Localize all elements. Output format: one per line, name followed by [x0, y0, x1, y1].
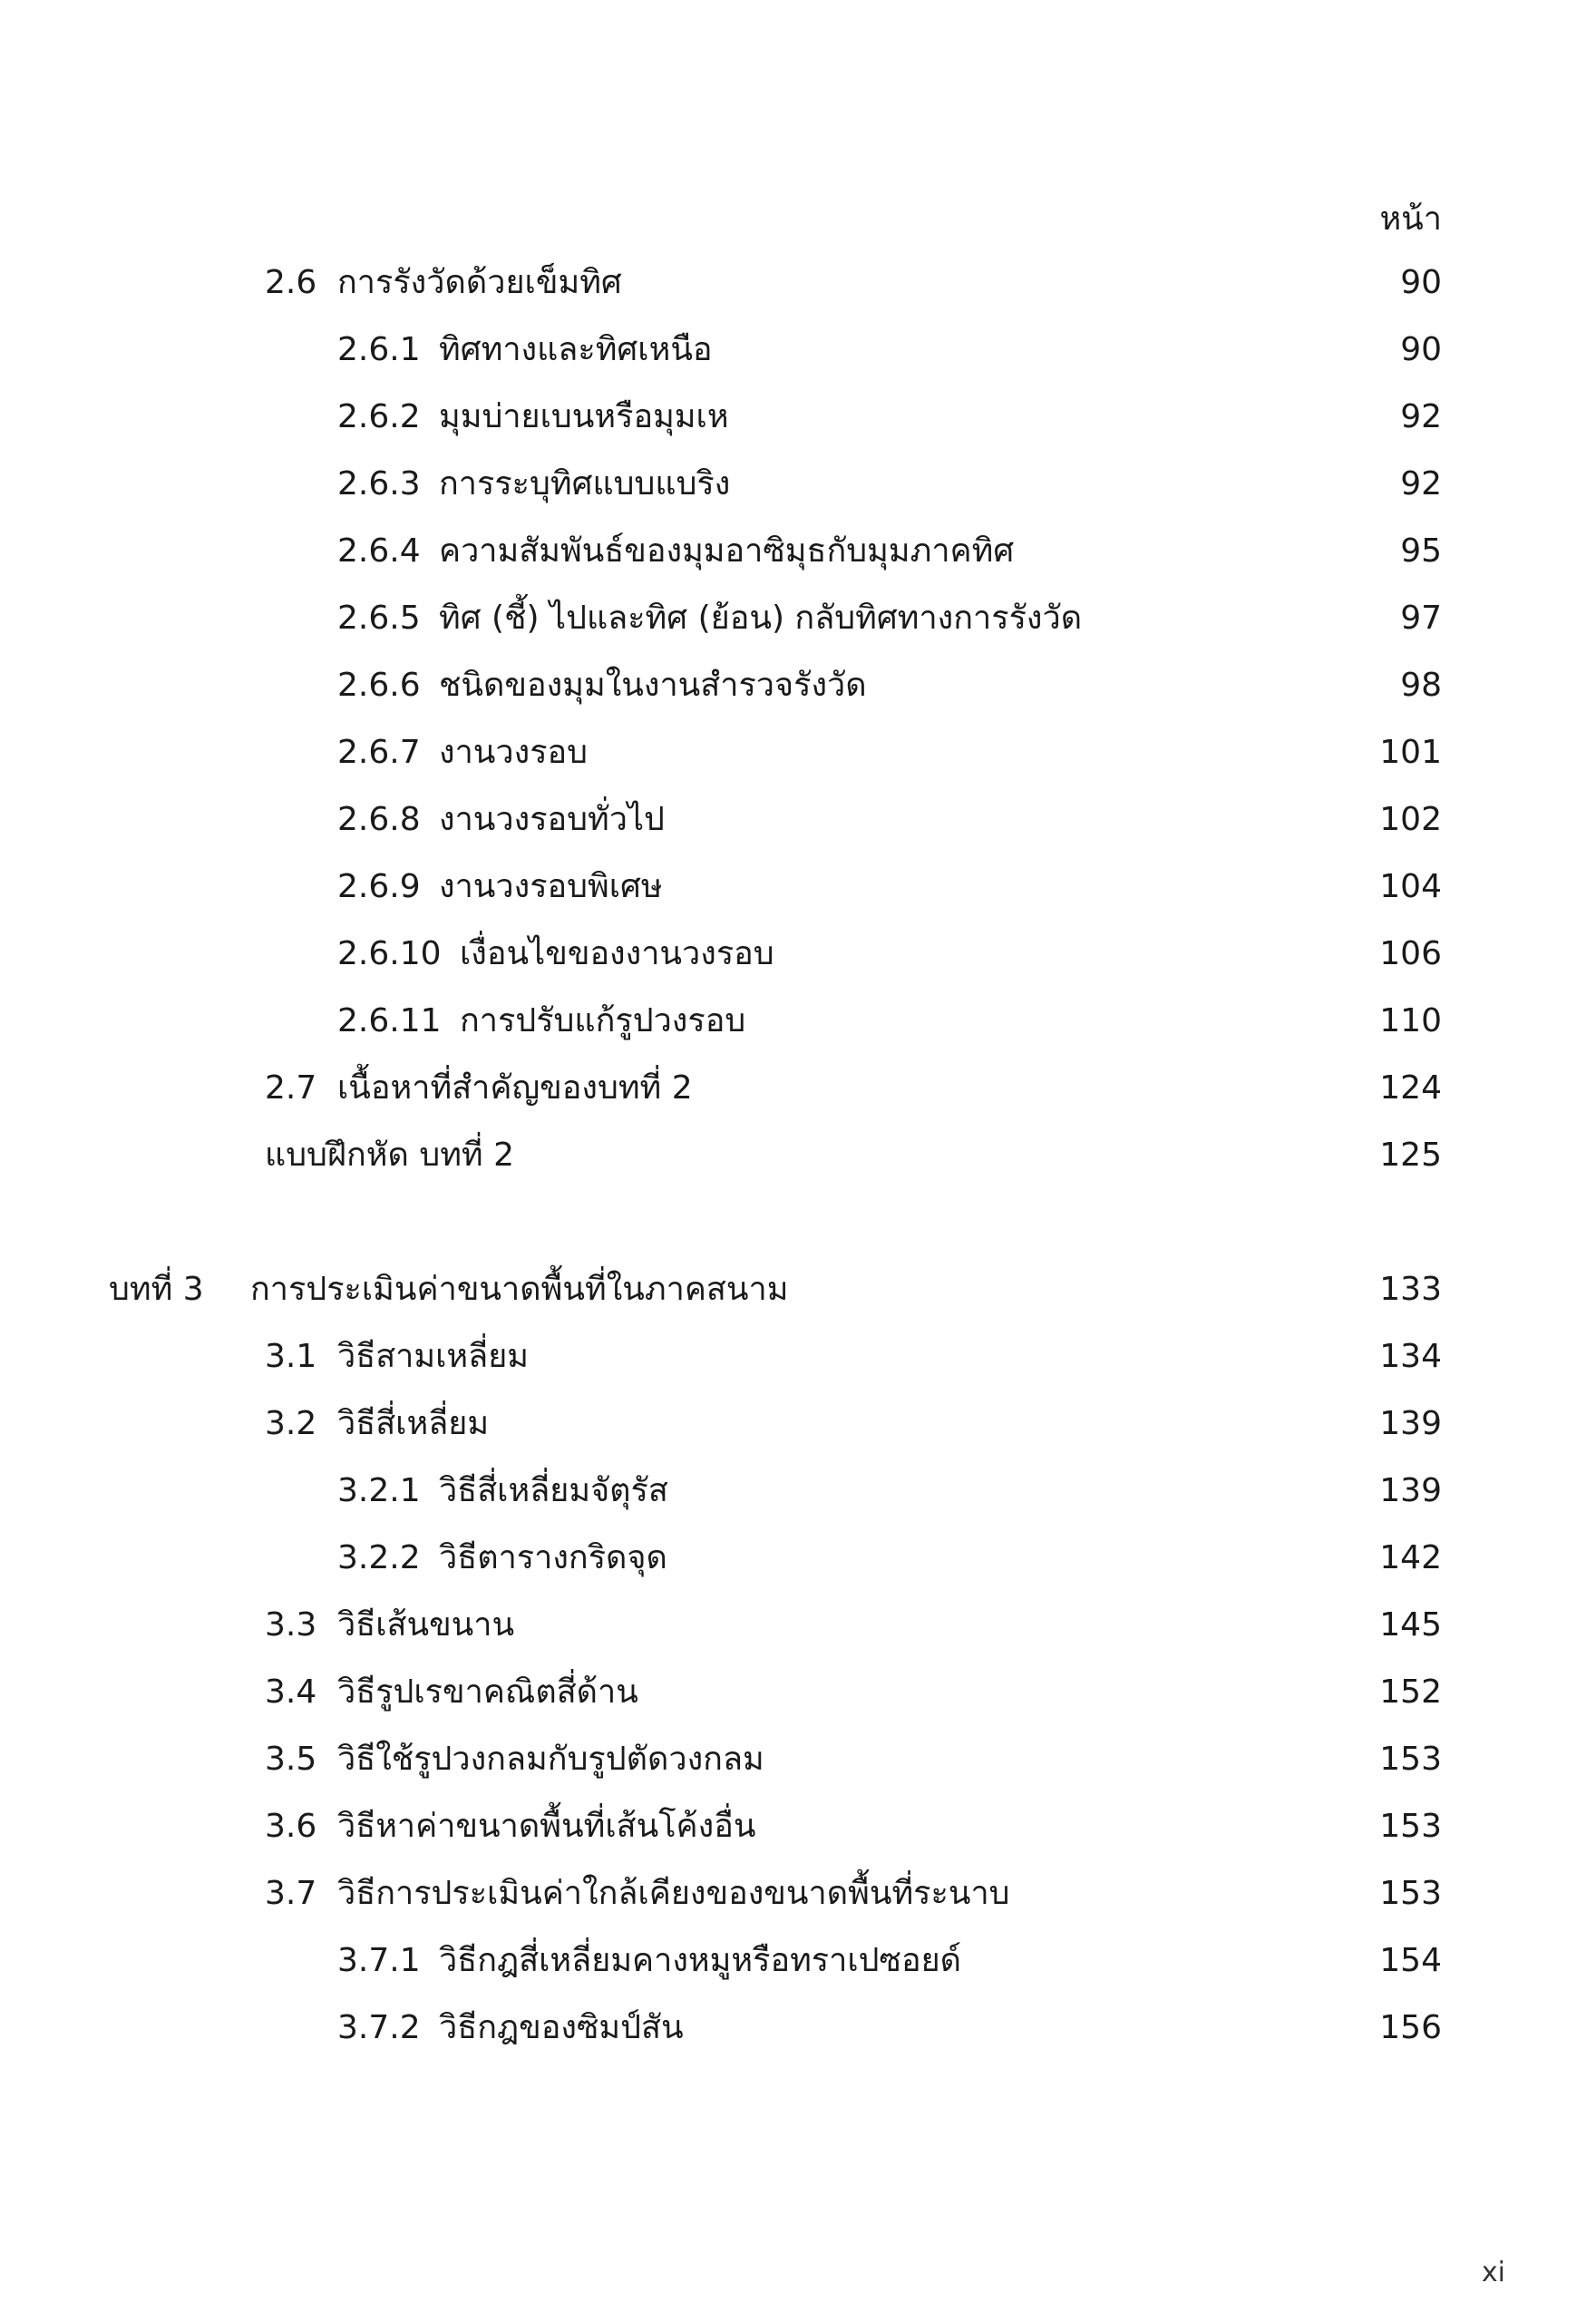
toc-entry-title: การประเมินค่าขนาดพื้นที่ในภาคสนาม	[250, 1271, 789, 1308]
toc-entry-page: 153	[1379, 1808, 1442, 1845]
toc-entry-title: ทิศทางและทิศเหนือ	[439, 331, 713, 368]
toc-entry-number: 3.2	[265, 1405, 317, 1442]
toc-entry-page: 90	[1400, 331, 1442, 368]
toc-entry-title: ความสัมพันธ์ของมุมอาซิมุธกับมุมภาคทิศ	[439, 532, 1015, 570]
toc-entry[interactable]	[0, 860, 1596, 914]
toc-entry-title: การปรับแก้รูปวงรอบ	[460, 1002, 746, 1039]
toc-entry-number: 2.6.7	[337, 734, 421, 771]
toc-entry-number: 2.6.6	[337, 667, 421, 704]
toc-entry-number: 3.7.1	[337, 1942, 421, 1979]
footer-page-number: xi	[1481, 2257, 1505, 2288]
toc-entry[interactable]	[0, 1598, 1596, 1653]
toc-entry-page: 154	[1379, 1942, 1442, 1979]
toc-entry-title: วิธีการประเมินค่าใกล้เคียงของขนาดพื้นที่ระนาบ	[337, 1875, 1010, 1912]
toc-entry-title: งานวงรอบ	[439, 734, 589, 771]
toc-entry-page: 92	[1400, 465, 1442, 502]
toc-entry-page: 92	[1400, 398, 1442, 435]
toc-entry-page: 90	[1400, 264, 1442, 301]
toc-entry[interactable]	[0, 1397, 1596, 1451]
toc-entry-number: 3.1	[265, 1338, 317, 1375]
toc-entry-title: วิธีสี่เหลี่ยม	[337, 1405, 490, 1442]
toc-entry-number: 2.6.3	[337, 465, 421, 502]
toc-entry[interactable]	[0, 591, 1596, 646]
toc-entry-page: 102	[1379, 801, 1442, 838]
toc-entry-title: การระบุทิศแบบแบริง	[439, 465, 731, 502]
toc-entry-number: 3.4	[265, 1673, 317, 1711]
toc-entry[interactable]	[0, 994, 1596, 1049]
toc-entry-page: 95	[1400, 532, 1442, 570]
toc-entry-number: 3.6	[265, 1808, 317, 1845]
toc-entry-page: 153	[1379, 1741, 1442, 1778]
toc-entry[interactable]	[0, 1464, 1596, 1518]
toc-entry-title: วิธีตารางกริดจุด	[439, 1539, 667, 1576]
toc-entry-title: วิธีกฎของซิมป์สัน	[439, 2009, 684, 2046]
toc-entry-page: 124	[1379, 1069, 1442, 1107]
toc-entry-number: 2.6.10	[337, 935, 442, 972]
toc-entry[interactable]	[0, 256, 1596, 310]
toc-entry-number: 3.2.2	[337, 1539, 421, 1576]
toc-entry[interactable]	[0, 1263, 1596, 1317]
toc-entry-page: 125	[1379, 1137, 1442, 1174]
toc-entry[interactable]	[0, 390, 1596, 444]
toc-entry-number: 3.2.1	[337, 1472, 421, 1509]
toc-entry-page: 97	[1400, 600, 1442, 637]
toc-entry-page: 134	[1379, 1338, 1442, 1375]
toc-entry-title: วิธีสามเหลี่ยม	[337, 1338, 530, 1375]
toc-entry-page: 98	[1400, 667, 1442, 704]
toc-entry-number: 2.6.8	[337, 801, 421, 838]
toc-entry[interactable]	[0, 1665, 1596, 1720]
toc-entry-number: 2.7	[265, 1069, 317, 1107]
toc-entry[interactable]	[0, 659, 1596, 713]
toc-entry[interactable]	[0, 726, 1596, 780]
toc-entry[interactable]	[0, 323, 1596, 377]
toc-entry-title: เงื่อนไขของงานวงรอบ	[460, 935, 774, 972]
toc-entry[interactable]	[0, 1330, 1596, 1384]
toc-entry-title: งานวงรอบพิเศษ	[439, 868, 663, 905]
toc-entry-number: 3.7	[265, 1875, 317, 1912]
toc-entry-title: มุมบ่ายเบนหรือมุมเห	[439, 398, 729, 435]
toc-entry-title: เนื้อหาที่สำคัญของบทที่ 2	[337, 1069, 693, 1107]
toc-entry-page: 101	[1379, 734, 1442, 771]
toc-entry-number: 2.6.4	[337, 532, 421, 570]
toc-entry-page: 104	[1379, 868, 1442, 905]
toc-entry-number: 3.3	[265, 1606, 317, 1644]
toc-entry-number: 3.7.2	[337, 2009, 421, 2046]
toc-entry[interactable]	[0, 2001, 1596, 2055]
toc-entry-page: 156	[1379, 2009, 1442, 2046]
toc-entry[interactable]	[0, 1800, 1596, 1854]
toc-entry[interactable]	[0, 1732, 1596, 1787]
toc-entry-page: 145	[1379, 1606, 1442, 1644]
toc-entry-number: 2.6.9	[337, 868, 421, 905]
toc-entry-title: วิธีใช้รูปวงกลมกับรูปตัดวงกลม	[337, 1741, 764, 1778]
toc-entry-number: 2.6.2	[337, 398, 421, 435]
toc-entry-title: ชนิดของมุมในงานสำรวจรังวัด	[439, 667, 867, 704]
toc-entry[interactable]	[0, 1128, 1596, 1183]
toc-entry-page: 153	[1379, 1875, 1442, 1912]
toc-entry-page: 139	[1379, 1405, 1442, 1442]
toc-entry-page: 142	[1379, 1539, 1442, 1576]
toc-entry-title: งานวงรอบทั่วไป	[439, 801, 665, 838]
toc-entry[interactable]	[0, 793, 1596, 847]
toc-entry-title: ทิศ (ชี้) ไปและทิศ (ย้อน) กลับทิศทางการรังวัด	[439, 600, 1083, 637]
toc-entry[interactable]	[0, 1934, 1596, 1988]
toc-entry-page: 139	[1379, 1472, 1442, 1509]
toc-entry-number: 2.6.5	[337, 600, 421, 637]
toc-entry-page: 133	[1379, 1271, 1442, 1308]
toc-entry[interactable]	[0, 524, 1596, 579]
page-column-header: หน้า	[1379, 200, 1442, 238]
toc-entry-page: 152	[1379, 1673, 1442, 1711]
toc-entry-title: วิธีสี่เหลี่ยมจัตุรัส	[439, 1472, 668, 1509]
toc-entry-number: บทที่ 3	[109, 1271, 204, 1308]
toc-entry-title: แบบฝึกหัด บทที่ 2	[265, 1137, 515, 1174]
toc-entry-number: 2.6.1	[337, 331, 421, 368]
toc-entry-page: 106	[1379, 935, 1442, 972]
toc-entry[interactable]	[0, 1867, 1596, 1921]
toc-entry-title: วิธีรูปเรขาคณิตสี่ด้าน	[337, 1673, 638, 1711]
toc-entry[interactable]	[0, 457, 1596, 512]
toc-entry-number: 2.6.11	[337, 1002, 442, 1039]
toc-entry[interactable]	[0, 1531, 1596, 1585]
toc-entry-title: วิธีกฎสี่เหลี่ยมคางหมูหรือทราเปซอยด์	[439, 1942, 962, 1979]
toc-entry-page: 110	[1379, 1002, 1442, 1039]
toc-entry-number: 2.6	[265, 264, 317, 301]
toc-entry-title: วิธีเส้นขนาน	[337, 1606, 515, 1644]
toc-entry-title: การรังวัดด้วยเข็มทิศ	[337, 264, 622, 301]
toc-entry-title: วิธีหาค่าขนาดพื้นที่เส้นโค้งอื่น	[337, 1808, 756, 1845]
toc-entry[interactable]	[0, 1061, 1596, 1116]
toc-entry[interactable]	[0, 927, 1596, 981]
toc-entry-number: 3.5	[265, 1741, 317, 1778]
